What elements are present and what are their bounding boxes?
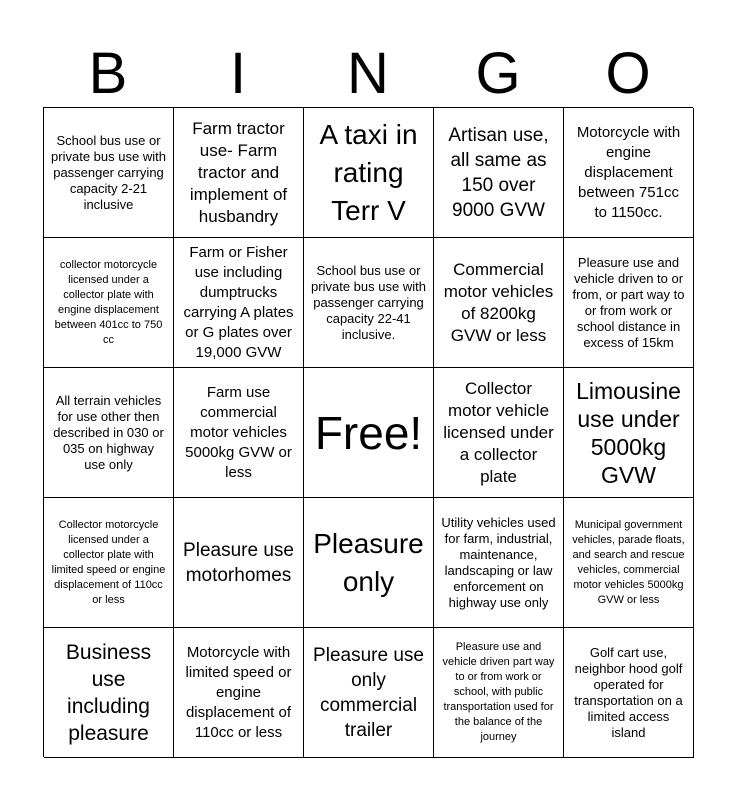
cell-text: Limousine use under 5000kg GVW	[576, 377, 681, 488]
bingo-cell[interactable]	[174, 628, 304, 758]
cell-text: Municipal government vehicles, parade floats, and search and rescue vehicles, commercial motor vehicles 5000kg GVW or less	[572, 518, 685, 606]
bingo-cell[interactable]	[434, 628, 564, 758]
bingo-cell[interactable]	[434, 108, 564, 238]
cell-text: Farm tractor use- Farm tractor and implement of husbandry	[189, 118, 288, 226]
bingo-cell[interactable]	[564, 108, 694, 238]
bingo-cell[interactable]	[304, 108, 434, 238]
bingo-cell[interactable]	[564, 238, 694, 368]
cell-text: Pleasure only	[313, 527, 424, 597]
cell-text: Artisan use, all same as 150 over 9000 GVW	[448, 124, 549, 221]
bingo-cell[interactable]	[174, 108, 304, 238]
bingo-cell[interactable]	[174, 368, 304, 498]
cell-text: collector motorcycle licensed under a collector plate with engine displacement between 401cc to 750 cc	[54, 258, 163, 346]
header-letter-g: G	[475, 41, 521, 106]
cell-text: Collector motor vehicle licensed under a collector plate	[443, 378, 554, 486]
cell-text: Utility vehicles used for farm, industrial, maintenance, landscaping or law enforcement on highway use only	[441, 514, 556, 610]
cell-text: Golf cart use, neighbor hood golf operated for transportation on a limited access island	[574, 644, 683, 740]
cell-text: Motorcycle with engine displacement between 751cc to 1150cc.	[576, 123, 681, 221]
cell-text: School bus use or private bus use with passenger carrying capacity 2-21 inclusive	[51, 132, 166, 212]
cell-text: Commercial motor vehicles of 8200kg GVW or less	[443, 259, 554, 345]
bingo-cell[interactable]	[564, 498, 694, 628]
cell-text: Pleasure use and vehicle driven to or from, or part way to or from work or school distance in excess of 15km	[572, 254, 685, 350]
cell-text: School bus use or private bus use with passenger carrying capacity 22-41 inclusive.	[311, 262, 426, 342]
bingo-cell[interactable]	[304, 498, 434, 628]
cell-text: Farm use commercial motor vehicles 5000kg GVW or less	[185, 383, 292, 481]
cell-text: Business use including pleasure	[65, 640, 152, 745]
header-letter-o: O	[605, 41, 651, 106]
cell-text: A taxi in rating Terr V	[319, 118, 418, 226]
cell-text: Collector motorcycle licensed under a collector plate with limited speed or engine displacement of 110cc or less	[51, 518, 166, 606]
bingo-cell[interactable]	[434, 498, 564, 628]
bingo-cell[interactable]	[304, 628, 434, 758]
header-letter-i: I	[229, 41, 247, 106]
bingo-cell[interactable]	[44, 108, 174, 238]
bingo-cell[interactable]	[434, 238, 564, 368]
cell-text: Pleasure use and vehicle driven part way to or from work or school, with public transportation used for the balance of the journey	[442, 641, 555, 743]
bingo-cell[interactable]	[44, 368, 174, 498]
bingo-cell[interactable]	[564, 368, 694, 498]
header-letter-b: B	[88, 41, 128, 106]
bingo-cell[interactable]	[564, 628, 694, 758]
bingo-cell[interactable]	[44, 238, 174, 368]
bingo-free-cell[interactable]	[304, 368, 434, 498]
cell-text: Pleasure use only commercial trailer	[313, 644, 424, 741]
header-letter-n: N	[347, 41, 389, 106]
cell-text: Farm or Fisher use including dumptrucks carrying A plates or G plates over 19,000 GVW	[183, 243, 294, 361]
bingo-cell[interactable]	[44, 628, 174, 758]
bingo-card-grid	[43, 107, 693, 757]
bingo-cell[interactable]	[44, 498, 174, 628]
cell-text: Pleasure use motorhomes	[183, 539, 294, 586]
bingo-cell[interactable]	[304, 238, 434, 368]
cell-text: All terrain vehicles for use other then described in 030 or 035 on highway use only	[53, 392, 164, 472]
free-space-text: Free!	[314, 406, 423, 459]
bingo-header	[43, 42, 693, 106]
bingo-cell[interactable]	[174, 238, 304, 368]
bingo-cell[interactable]	[434, 368, 564, 498]
cell-text: Motorcycle with limited speed or engine displacement of 110cc or less	[185, 643, 292, 741]
bingo-cell[interactable]	[174, 498, 304, 628]
